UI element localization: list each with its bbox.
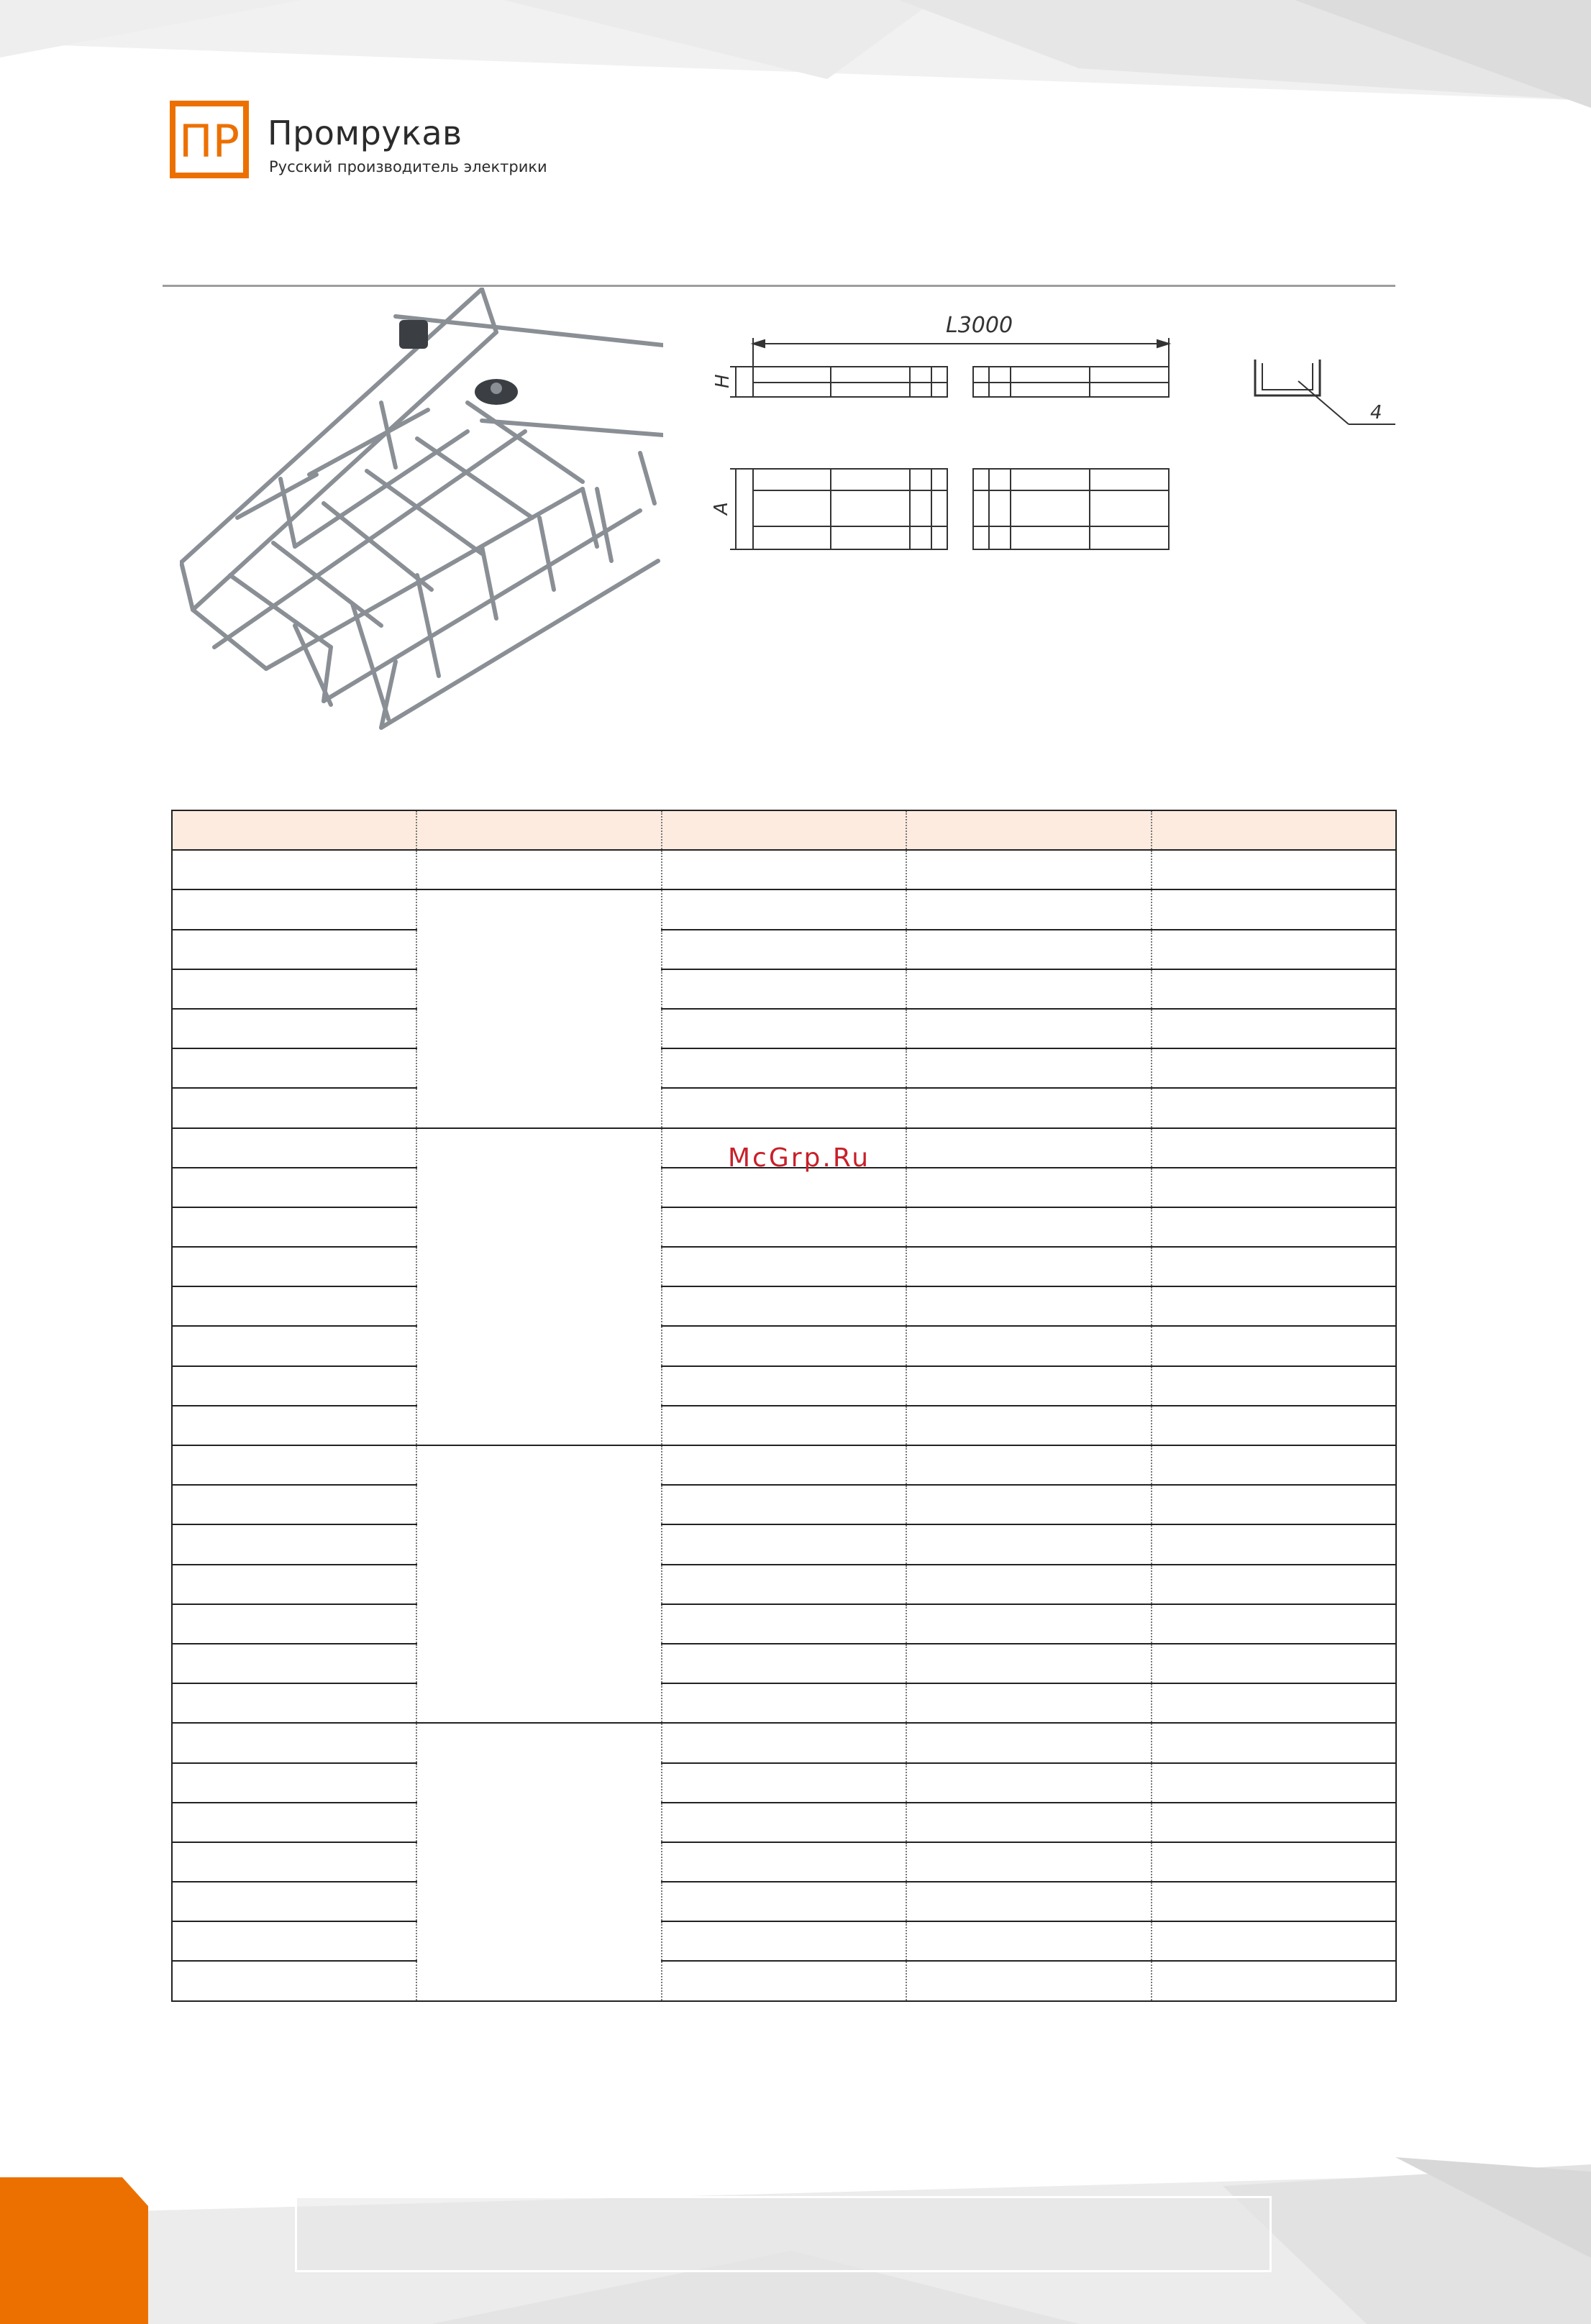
table-cell xyxy=(1152,1168,1396,1207)
table-cell xyxy=(1152,1961,1396,2000)
table-cell xyxy=(906,1207,1151,1247)
table-cell xyxy=(1152,1088,1396,1127)
spec-table xyxy=(171,810,1397,2002)
table-cell xyxy=(662,850,906,889)
table-row xyxy=(172,1048,1396,1088)
table-cell xyxy=(172,1723,416,1762)
table-cell xyxy=(662,1565,906,1604)
table-cell xyxy=(172,1644,416,1683)
table-cell xyxy=(416,1445,661,1723)
table-cell xyxy=(662,1088,906,1127)
dimension-drawing xyxy=(701,295,1406,568)
page-tab xyxy=(0,2177,148,2324)
table-cell xyxy=(906,1524,1151,1564)
table-cell xyxy=(1152,1286,1396,1326)
table-cell xyxy=(172,1683,416,1723)
table-cell xyxy=(662,1524,906,1564)
table-cell xyxy=(662,1961,906,2000)
company-logo xyxy=(170,101,249,178)
table-cell xyxy=(172,850,416,889)
footer-box xyxy=(295,2196,1272,2272)
table-cell xyxy=(662,1485,906,1524)
table-cell xyxy=(1152,1763,1396,1803)
table-cell xyxy=(906,1485,1151,1524)
table-cell xyxy=(172,1048,416,1088)
table-cell xyxy=(1152,1366,1396,1406)
table-cell xyxy=(906,889,1151,929)
table-cell xyxy=(1152,1445,1396,1485)
table-cell xyxy=(172,930,416,969)
table-cell xyxy=(906,1406,1151,1445)
table-cell xyxy=(1152,889,1396,929)
table-cell xyxy=(662,889,906,929)
table-row xyxy=(172,1524,1396,1564)
table-cell xyxy=(1152,1683,1396,1723)
table-cell xyxy=(1152,1326,1396,1365)
length-label: L3000 xyxy=(946,313,1013,338)
table-row xyxy=(172,1842,1396,1882)
table-cell xyxy=(1152,1921,1396,1961)
table-row xyxy=(172,969,1396,1009)
table-cell xyxy=(906,1088,1151,1127)
table-row xyxy=(172,1207,1396,1247)
table-row xyxy=(172,1286,1396,1326)
table-cell xyxy=(662,1644,906,1683)
table-cell xyxy=(1152,1644,1396,1683)
table-cell xyxy=(172,969,416,1009)
table-cell xyxy=(662,1604,906,1644)
table-cell xyxy=(1152,930,1396,969)
table-row xyxy=(172,1088,1396,1127)
table-cell xyxy=(172,1326,416,1365)
table-row xyxy=(172,1723,1396,1762)
table-cell xyxy=(172,1803,416,1842)
table-cell xyxy=(1152,1882,1396,1921)
table-cell xyxy=(172,1961,416,2000)
table-header-cell xyxy=(906,810,1151,850)
table-cell xyxy=(1152,1524,1396,1564)
table-cell xyxy=(662,1326,906,1365)
table-row xyxy=(172,1683,1396,1723)
table-cell xyxy=(172,1009,416,1048)
table-header-cell xyxy=(172,810,416,850)
table-cell xyxy=(662,1009,906,1048)
table-cell xyxy=(906,1326,1151,1365)
table-row xyxy=(172,1168,1396,1207)
table-cell xyxy=(906,1048,1151,1088)
table-cell xyxy=(1152,1565,1396,1604)
table-header-cell xyxy=(416,810,661,850)
table-cell xyxy=(906,1683,1151,1723)
table-header-cell xyxy=(1152,810,1396,850)
table-row xyxy=(172,1921,1396,1961)
table-cell xyxy=(662,1168,906,1207)
table-cell xyxy=(1152,850,1396,889)
table-cell xyxy=(662,1842,906,1882)
table-cell xyxy=(172,1406,416,1445)
table-cell xyxy=(662,1921,906,1961)
table-row xyxy=(172,850,1396,889)
table-header-cell xyxy=(662,810,906,850)
table-cell xyxy=(662,1048,906,1088)
table-cell xyxy=(172,1842,416,1882)
table-cell xyxy=(662,1406,906,1445)
table-cell xyxy=(906,1445,1151,1485)
table-cell xyxy=(662,1683,906,1723)
wire-diameter-label: 4 xyxy=(1370,402,1382,424)
table-row xyxy=(172,1326,1396,1365)
table-cell xyxy=(906,1882,1151,1921)
table-cell xyxy=(906,1168,1151,1207)
table-row xyxy=(172,1406,1396,1445)
table-row xyxy=(172,1565,1396,1604)
table-cell xyxy=(662,1803,906,1842)
table-cell xyxy=(172,1485,416,1524)
table-cell xyxy=(1152,1803,1396,1842)
brand-name: Промрукав xyxy=(268,114,462,152)
table-cell xyxy=(906,1128,1151,1168)
table-cell xyxy=(1152,1128,1396,1168)
table-cell xyxy=(906,1803,1151,1842)
table-row xyxy=(172,1366,1396,1406)
brand-tagline: Русский производитель электрики xyxy=(269,158,547,175)
table-row xyxy=(172,1961,1396,2000)
table-cell xyxy=(1152,1485,1396,1524)
table-cell xyxy=(172,1366,416,1406)
table-cell xyxy=(906,1842,1151,1882)
divider-line xyxy=(163,285,1395,287)
table-cell xyxy=(1152,1207,1396,1247)
table-cell xyxy=(1152,1723,1396,1762)
table-cell xyxy=(906,1565,1151,1604)
table-cell xyxy=(172,1207,416,1247)
table-cell xyxy=(1152,1842,1396,1882)
table-cell xyxy=(906,969,1151,1009)
table-cell xyxy=(172,1565,416,1604)
table-cell xyxy=(172,1604,416,1644)
table-cell xyxy=(172,1445,416,1485)
table-cell xyxy=(416,889,661,1127)
table-row xyxy=(172,930,1396,969)
table-cell xyxy=(662,930,906,969)
logo-letters: ПР xyxy=(178,115,240,168)
height-label: H xyxy=(712,374,734,388)
table-cell xyxy=(906,1921,1151,1961)
table-row xyxy=(172,889,1396,929)
table-row xyxy=(172,1009,1396,1048)
table-cell xyxy=(906,1961,1151,2000)
table-cell xyxy=(906,1009,1151,1048)
table-cell xyxy=(662,1366,906,1406)
table-cell xyxy=(416,1128,661,1446)
table-cell xyxy=(906,1604,1151,1644)
table-cell xyxy=(906,850,1151,889)
table-cell xyxy=(1152,1406,1396,1445)
table-cell xyxy=(1152,969,1396,1009)
table-cell xyxy=(1152,1247,1396,1286)
table-cell xyxy=(662,1723,906,1762)
table-cell xyxy=(906,930,1151,969)
table-cell xyxy=(172,1763,416,1803)
table-cell xyxy=(172,889,416,929)
table-cell xyxy=(172,1247,416,1286)
table-cell xyxy=(1152,1048,1396,1088)
table-cell xyxy=(172,1128,416,1168)
table-cell xyxy=(416,1723,661,2000)
table-cell xyxy=(906,1366,1151,1406)
table-cell xyxy=(906,1763,1151,1803)
table-cell xyxy=(662,1207,906,1247)
cable-tray-photo xyxy=(180,288,663,748)
table-cell xyxy=(172,1286,416,1326)
table-cell xyxy=(906,1286,1151,1326)
table-row xyxy=(172,1803,1396,1842)
table-cell xyxy=(1152,1604,1396,1644)
table-cell xyxy=(172,1524,416,1564)
table-cell xyxy=(416,850,661,889)
table-cell xyxy=(172,1088,416,1127)
watermark-text: McGrp.Ru xyxy=(728,1143,871,1173)
table-cell xyxy=(662,1763,906,1803)
table-cell xyxy=(906,1247,1151,1286)
table-cell xyxy=(662,1286,906,1326)
table-cell xyxy=(172,1168,416,1207)
table-row xyxy=(172,1485,1396,1524)
width-label: A xyxy=(711,502,732,515)
table-row xyxy=(172,1763,1396,1803)
table-cell xyxy=(662,1445,906,1485)
table-cell xyxy=(1152,1009,1396,1048)
table-cell xyxy=(662,1247,906,1286)
table-row xyxy=(172,1882,1396,1921)
table-cell xyxy=(662,969,906,1009)
table-row xyxy=(172,1445,1396,1485)
table-cell xyxy=(662,1882,906,1921)
table-row xyxy=(172,1604,1396,1644)
table-cell xyxy=(906,1723,1151,1762)
table-row xyxy=(172,1247,1396,1286)
table-row xyxy=(172,1644,1396,1683)
table-cell xyxy=(172,1921,416,1961)
table-header-row xyxy=(172,810,1396,850)
table-cell xyxy=(906,1644,1151,1683)
table-cell xyxy=(172,1882,416,1921)
